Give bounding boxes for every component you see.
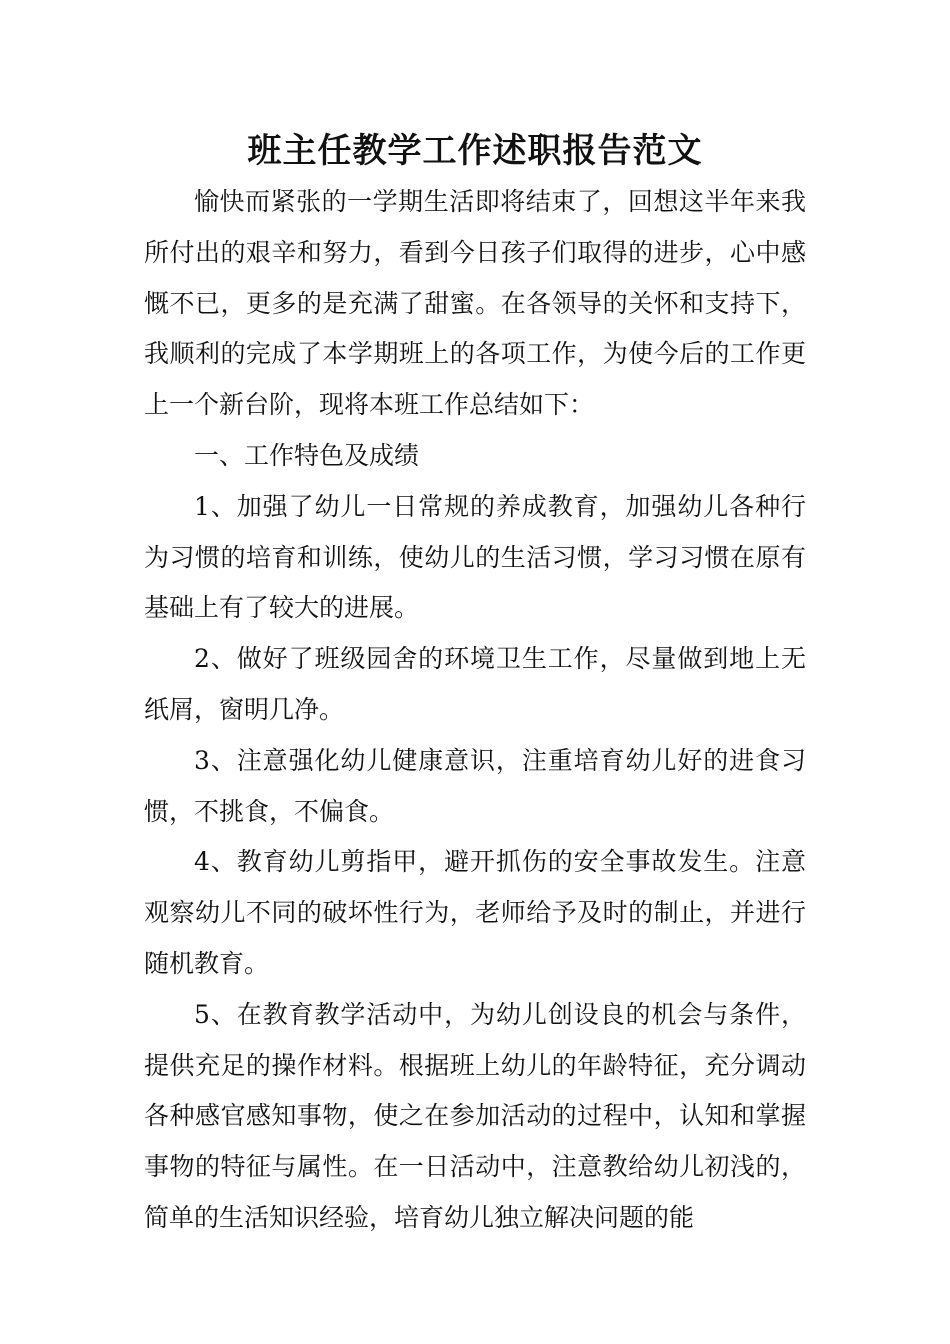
paragraph-item-3: 3、注意强化幼儿健康意识，注重培育幼儿好的进食习惯，不挑食，不偏食。 — [144, 745, 806, 826]
paragraph-intro: 愉快而紧张的一学期生活即将结束了，回想这半年来我所付出的艰辛和努力，看到今日孩子们取得的进步，心中感慨不已，更多的是充满了甜蜜。在各领导的关怀和支持下，我顺利的完成了本学期班上的各项工作，为使今后的工作更上一个新台阶，现将本班工作总结如下： — [144, 187, 806, 420]
paragraph-item-4: 4、教育幼儿剪指甲，避开抓伤的安全事故发生。注意观察幼儿不同的破坏性行为，老师给予及时的制止，并进行随机教育。 — [144, 847, 806, 978]
document-body — [144, 177, 806, 1244]
paragraph-item-2: 2、做好了班级园舍的环境卫生工作，尽量做到地上无纸屑，窗明几净。 — [144, 644, 806, 724]
paragraph-item-1: 1、加强了幼儿一日常规的养成教育，加强幼儿各种行为习惯的培育和训练，使幼儿的生活习惯，学习习惯在原有基础上有了较大的进展。 — [144, 491, 806, 623]
section-heading: 一、工作特色及成绩 — [194, 440, 420, 470]
paragraph-item-5: 5、在教育教学活动中，为幼儿创设良的机会与条件，提供充足的操作材料。根据班上幼儿的年龄特征，充分调动各种感官感知事物，使之在参加活动的过程中，认知和掌握事物的特征与属性。在一日活动中，注意教给幼儿初浅的，简单的生活知识经验，培育幼儿独立解决问题的能 — [144, 999, 806, 1232]
document-title: 班主任教学工作述职报告范文 — [247, 131, 703, 171]
